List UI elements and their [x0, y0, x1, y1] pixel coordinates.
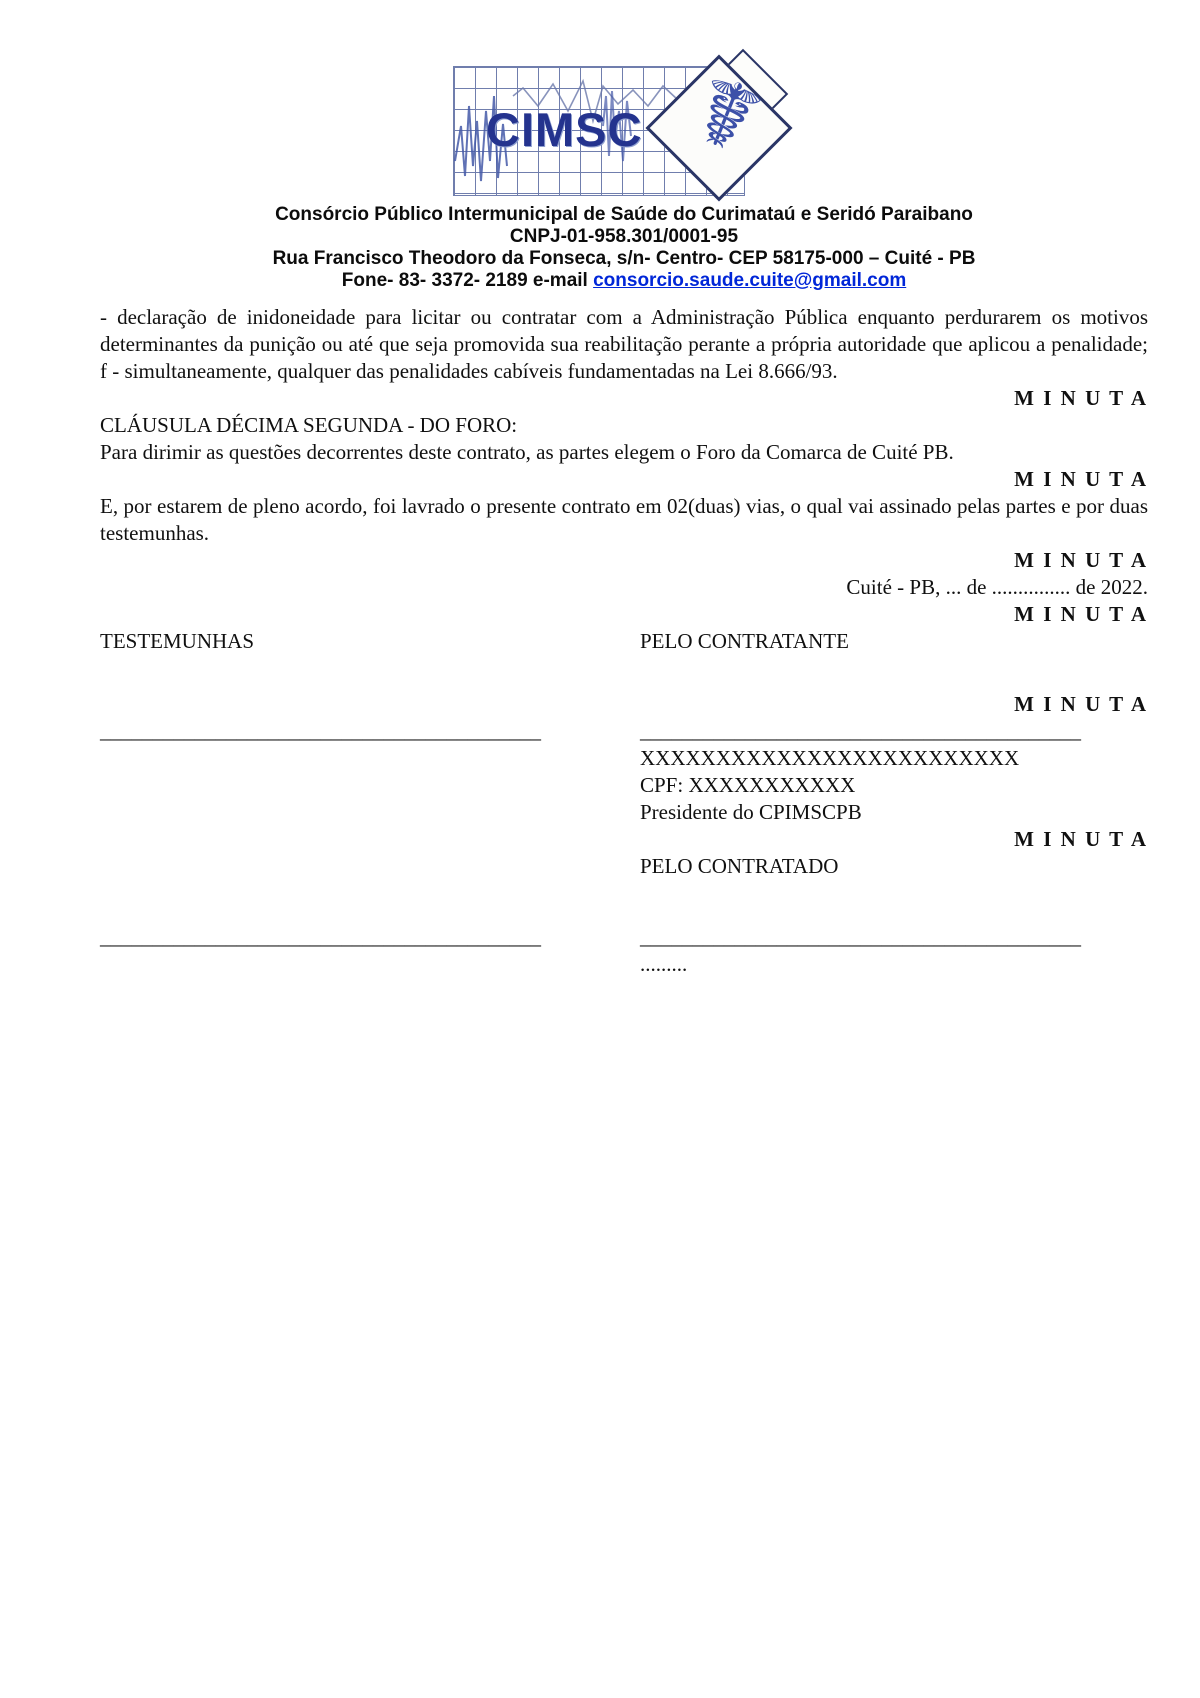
closing-paragraph: E, por estarem de pleno acordo, foi lavrado o presente contrato em 02(duas) vias, o qual vai assinado pelas partes e por duas testemunhas.	[100, 494, 1148, 545]
clause-text: Para dirimir as questões decorrentes deste contrato, as partes elegem o Foro da Comarca de Cuité PB.	[100, 440, 954, 464]
logo-acronym: CIMSC	[486, 103, 643, 156]
minuta-watermark-3: M I N U T A	[1014, 548, 1148, 572]
phone-email-line	[100, 270, 1148, 292]
empty-cell	[100, 772, 640, 799]
document-content	[100, 54, 1148, 978]
spacer	[100, 880, 1148, 924]
penalties-paragraph: - declaração de inidoneidade para licitar ou contratar com a Administração Pública enquanto perdurarem os motivos determinantes da punição ou até que seja promovida sua reabilitação perante a própria autoridade que aplicou a penalidade; f - simultaneamente, qualquer das penalidades cabíveis fundamentadas na Lei 8.666/93.	[100, 305, 1148, 383]
minuta-watermark-4: M I N U T A	[1014, 602, 1148, 626]
minuta-watermark-5: M I N U T A	[1014, 692, 1148, 716]
contracted-label-row	[100, 853, 1148, 880]
caduceus-icon: ☤	[677, 54, 775, 177]
date-line: Cuité - PB, ... de ............... de 2022.	[846, 575, 1148, 599]
contractor-name-placeholder: XXXXXXXXXXXXXXXXXXXXXXXXX	[640, 746, 1020, 770]
spacer	[100, 655, 1148, 691]
cnpj-line: CNPJ-01-958.301/0001-95	[509, 226, 739, 247]
empty-cell	[100, 951, 640, 978]
witness-signature-line-2: __________________________________________	[100, 925, 541, 949]
contractor-name-row	[100, 745, 1148, 772]
signature-labels-row	[100, 628, 1148, 655]
minuta-watermark-6: M I N U T A	[1014, 827, 1148, 851]
contracted-label: PELO CONTRATADO	[640, 854, 839, 878]
minuta-watermark-1: M I N U T A	[1014, 386, 1148, 410]
trailing-dots-row	[100, 951, 1148, 978]
contractor-role-row	[100, 799, 1148, 826]
contracted-signature-line: __________________________________________	[640, 925, 1081, 949]
empty-cell	[100, 853, 640, 880]
address-line: Rua Francisco Theodoro da Fonseca, s/n- Centro- CEP 58175-000 – Cuité - PB	[272, 248, 976, 269]
org-name: Consórcio Público Intermunicipal de Saúde do Curimataú e Seridó Paraibano	[275, 204, 973, 225]
trailing-dots: .........	[640, 952, 688, 976]
witness-signature-line: __________________________________________	[100, 719, 541, 743]
contractor-cpf-placeholder: CPF: XXXXXXXXXXX	[640, 773, 856, 797]
contractor-cpf-row	[100, 772, 1148, 799]
phone-label: Fone- 83- 3372- 2189 e-mail	[341, 270, 594, 291]
contractor-role: Presidente do CPIMSCPB	[640, 800, 862, 824]
document-body	[100, 304, 1148, 978]
empty-cell	[100, 799, 640, 826]
email-link[interactable]: consorcio.saude.cuite@gmail.com	[593, 270, 907, 291]
clause-heading: CLÁUSULA DÉCIMA SEGUNDA - DO FORO:	[100, 413, 518, 437]
contractor-signature-line: __________________________________________	[640, 719, 1081, 743]
empty-cell	[100, 745, 640, 772]
cimsc-logo	[453, 54, 795, 198]
minuta-watermark-2: M I N U T A	[1014, 467, 1148, 491]
signature-lines-row-2	[100, 924, 1148, 951]
letterhead	[100, 204, 1148, 292]
witnesses-label: TESTEMUNHAS	[100, 629, 255, 653]
signature-lines-row-1	[100, 718, 1148, 745]
contractor-label: PELO CONTRATANTE	[640, 629, 849, 653]
